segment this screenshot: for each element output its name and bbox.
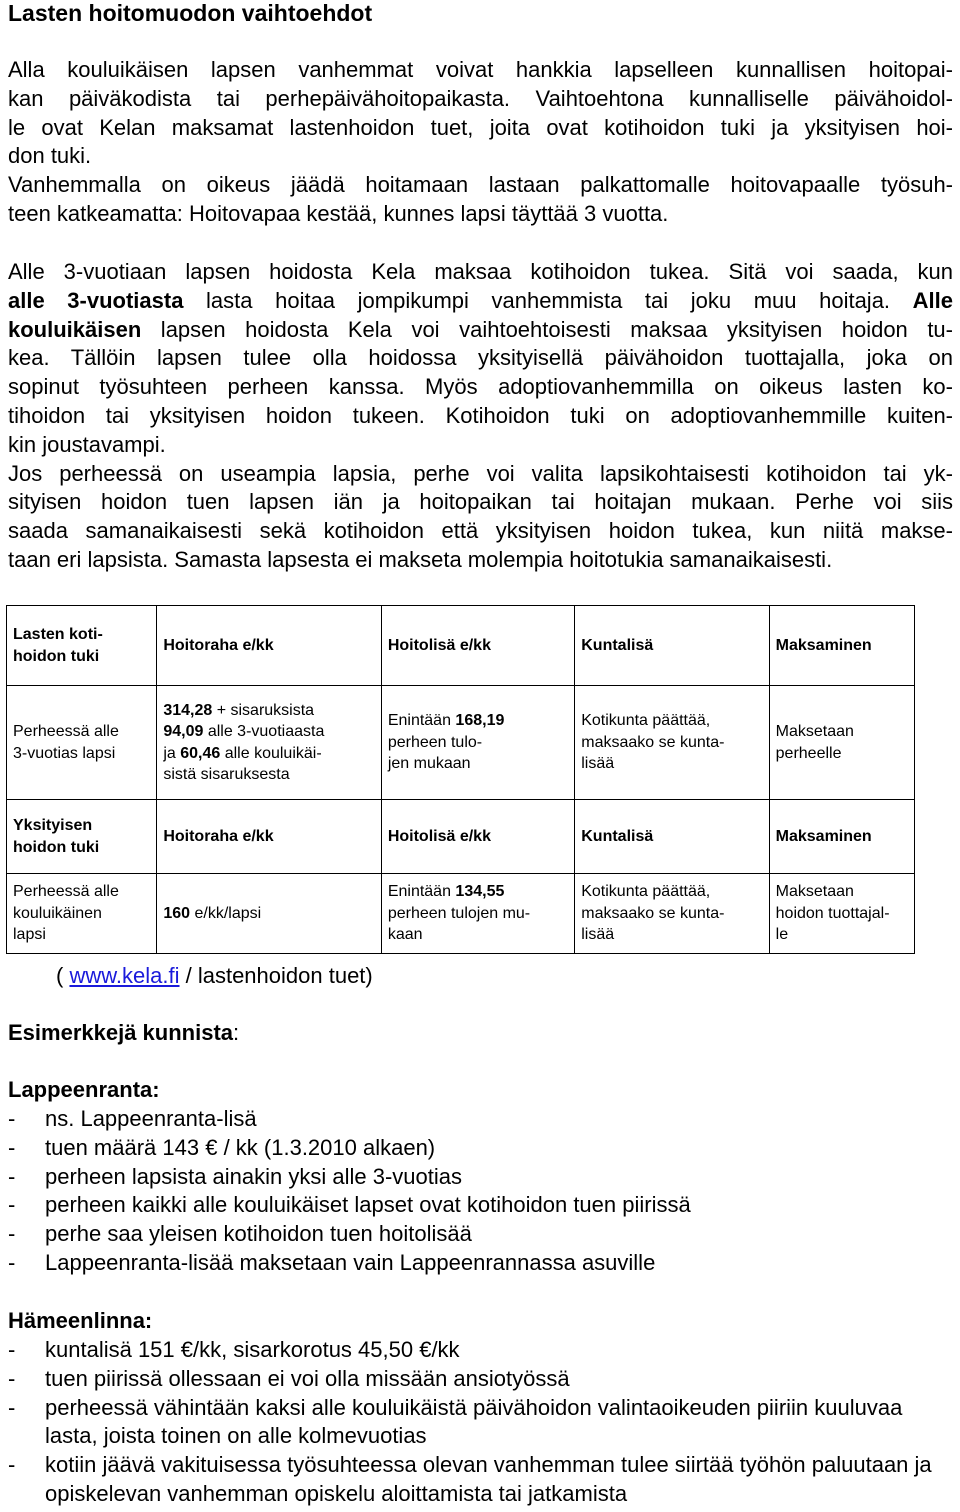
table-cell (575, 686, 769, 800)
table-header-cell: Kuntalisä (575, 606, 769, 686)
home-care-data-row (7, 686, 915, 800)
table-header-cell: Hoitoraha e/kk (157, 800, 381, 874)
list-item (8, 1336, 953, 1365)
cell-line: lisää (581, 755, 615, 773)
cell-line (388, 710, 568, 732)
cell-line: perheen tulojen mu- (387, 904, 531, 922)
body-line: saada samanaikaisesti sekä kotihoidon että yksityisen hoidon tukea, kun niitä makse- (8, 518, 953, 544)
table-header-cell: Maksaminen (769, 606, 914, 686)
cell-bold: 134,55 (455, 883, 505, 901)
list-item-text: perheen lapsista ainakin yksi alle 3-vuotias (45, 1163, 463, 1189)
page-title: Lasten hoitomuodon vaihtoehdot (8, 0, 373, 26)
table-cell (7, 686, 157, 800)
body-line: Jos perheessä on useampia lapsia, perhe voi valita lapsikohtaisesti kotihoidon tai yk- (8, 460, 953, 486)
dash-bullet: - (8, 1394, 16, 1420)
list-item-text: perheessä vähintään kaksi alle kouluikäistä päivähoidon valintaoikeuden piiriin kuuluvaa lasta, joista toinen on alle kolmevuotias (45, 1394, 903, 1449)
body-line: kin joustavampi. (8, 431, 166, 457)
dash-bullet: - (8, 1337, 16, 1362)
support-paragraph (8, 258, 953, 575)
list-item-text: ns. Lappeenranta-lisä (45, 1106, 257, 1131)
intro-paragraph (8, 56, 953, 229)
body-line (8, 287, 953, 316)
cell-line (163, 743, 374, 765)
list-item (8, 1191, 953, 1220)
cell-line: maksaako se kunta- (581, 904, 725, 922)
cell-line: perheelle (775, 744, 842, 762)
list-item-text: Lappeenranta-lisää maksetaan vain Lappeenrannassa asuville (45, 1249, 656, 1275)
cell-line: Lasten koti- (13, 626, 103, 643)
cell-text: alle kouluikäi- (220, 744, 322, 762)
body-line: tihoidon tai yksityisen hoidon tukeen. Kotihoidon tuki on adoptiovanhemmille kuiten- (8, 402, 953, 428)
cell-text: ja (163, 744, 181, 762)
list-item-text: tuen piirissä ollessaan ei voi olla missään ansiotyössä (45, 1365, 570, 1391)
list-item (8, 1451, 953, 1509)
list-item-text: kotiin jäävä vakituisessa työsuhteessa olevan vanhemman tulee siirtää työhön paluutaan ja opiskelevan vanhemman opiskelu aloittamista tai jatkamista (45, 1452, 932, 1506)
cell-line (163, 721, 374, 743)
cell-line (163, 700, 374, 722)
body-text: lasta hoitaa jompikumpi vanhemmista tai joku muu hoitaja. (183, 287, 913, 313)
intro-line: Vanhemmalla on oikeus jäädä hoitamaan lastaan palkattomalle hoitovapaalle työsuh- (8, 172, 953, 198)
cell-bold: 168,19 (455, 712, 505, 730)
list-item-text: perhe saa yleisen kotihoidon tuen hoitolisää (45, 1221, 472, 1247)
cell-line: jen mukaan (387, 755, 471, 773)
intro-line: don tuki. (8, 143, 92, 169)
source-reference (56, 962, 373, 990)
home-care-header-row (7, 606, 915, 686)
cell-line: Perheessä alle (13, 723, 119, 740)
lappeenranta-list (8, 1105, 953, 1278)
cell-text: e/kk/lapsi (190, 904, 262, 922)
list-item (8, 1365, 953, 1394)
cell-line: hoidon tuki (13, 647, 100, 665)
examples-colon: : (233, 1020, 240, 1045)
examples-heading-text: Esimerkkejä kunnista (8, 1020, 234, 1045)
cell-line (388, 881, 568, 903)
table-cell (769, 686, 914, 800)
hameenlinna-title: Hämeenlinna: (8, 1308, 153, 1333)
intro-line: Alla kouluikäisen lapsen vanhemmat voivat hankkia lapselleen kunnallisen hoitopai- (8, 57, 953, 82)
list-item (8, 1249, 953, 1278)
intro-line: le ovat Kelan maksamat lastenhoidon tuet, joita ovat kotihoidon tuki ja yksityisen hoi- (8, 114, 953, 140)
cell-text: Enintään (387, 883, 456, 901)
body-bold: kouluikäisen (8, 316, 142, 342)
table-header-cell: Hoitolisä e/kk (381, 606, 574, 686)
cell-bold: 160 (163, 904, 191, 922)
body-line: kea. Tällöin lapsen tulee olla hoidossa yksityisellä päivähoidon tuottajalla, joka on (8, 345, 953, 371)
list-item-text: tuen määrä 143 € / kk (1.3.2010 alkaen) (45, 1134, 436, 1160)
cell-line: 3-vuotias lapsi (13, 744, 116, 762)
cell-line: maksaako se kunta- (581, 733, 725, 751)
list-item (8, 1163, 953, 1192)
cell-bold: 60,46 (180, 744, 221, 762)
table-header-cell: Hoitoraha e/kk (157, 606, 381, 686)
dash-bullet: - (8, 1163, 16, 1189)
body-line: sityisen hoidon tuen lapsen iän ja hoitopaikan tai hoitajan mukaan. Perhe voi siis (8, 489, 953, 515)
cell-line: Maksetaan (775, 723, 854, 740)
hameenlinna-list (8, 1336, 953, 1509)
cell-line (163, 903, 374, 925)
body-line (8, 316, 953, 345)
dash-bullet: - (8, 1249, 16, 1275)
list-item-text: kuntalisä 151 €/kk, sisarkorotus 45,50 €/kk (45, 1337, 460, 1362)
table-cell (7, 874, 157, 954)
childcare-support-table (6, 605, 915, 954)
dash-bullet: - (8, 1452, 16, 1478)
dash-bullet: - (8, 1134, 16, 1160)
lappeenranta-title: Lappeenranta: (8, 1077, 160, 1102)
list-item (8, 1220, 953, 1249)
body-line: taan eri lapsista. Samasta lapsesta ei makseta molempia hoitotukia samanaikaisesti. (8, 546, 833, 572)
cell-text: alle 3-vuotiaasta (203, 723, 325, 740)
cell-line: Kotikunta päättää, (581, 883, 711, 901)
cell-line: lisää (581, 926, 615, 944)
kela-link[interactable]: www.kela.fi (69, 963, 180, 988)
private-care-data-row (7, 874, 915, 954)
table-cell (157, 874, 381, 954)
intro-line: kan päiväkodista tai perhepäivähoitopaikasta. Vaihtoehtona kunnalliselle päivähoidol- (8, 85, 953, 111)
source-rest: / lastenhoidon tuet) (179, 963, 373, 988)
table-header-cell (7, 606, 157, 686)
table-cell (575, 874, 769, 954)
list-item (8, 1394, 953, 1452)
table-header-cell: Hoitolisä e/kk (381, 800, 574, 874)
cell-bold: 314,28 (163, 701, 213, 719)
body-text: lapsen hoidosta Kela voi vaihtoehtoisesti maksaa yksityisen hoidon tu- (141, 316, 953, 342)
cell-bold: 94,09 (163, 723, 204, 740)
private-care-header-row (7, 800, 915, 874)
cell-line: Yksityisen (13, 817, 93, 834)
cell-line: Perheessä alle (13, 883, 119, 901)
cell-line: kouluikäinen (13, 904, 102, 922)
cell-line: Maksetaan (775, 883, 854, 901)
list-item (8, 1105, 953, 1134)
table-cell (157, 686, 381, 800)
table-cell (381, 686, 574, 800)
dash-bullet: - (8, 1192, 16, 1218)
list-item-text: perheen kaikki alle kouluikäiset lapset ovat kotihoidon tuen piirissä (45, 1192, 691, 1218)
cell-text: Enintään (387, 712, 456, 730)
body-bold: Alle (912, 287, 953, 313)
list-item (8, 1134, 953, 1163)
cell-line: Kotikunta päättää, (581, 712, 711, 730)
cell-line: hoidon tuottajal- (775, 904, 890, 922)
dash-bullet: - (8, 1106, 16, 1131)
table-header-cell: Kuntalisä (575, 800, 769, 874)
table-header-cell: Maksaminen (769, 800, 914, 874)
table-header-cell (7, 800, 157, 874)
body-line: sopinut työsuhteen perheen kanssa. Myös adoptiovanhemmilla on oikeus lasten ko- (8, 374, 953, 400)
table-cell (769, 874, 914, 954)
cell-line: sistä sisaruksesta (163, 766, 290, 783)
cell-text: + sisaruksista (212, 701, 315, 719)
dash-bullet: - (8, 1221, 16, 1247)
examples-heading (8, 1019, 239, 1047)
table-cell (381, 874, 574, 954)
dash-bullet: - (8, 1365, 16, 1391)
cell-line: kaan (387, 926, 423, 944)
cell-line: perheen tulo- (387, 733, 483, 751)
source-open-paren: ( (56, 963, 70, 988)
body-bold: alle 3-vuotiasta (8, 287, 184, 313)
cell-line: hoidon tuki (13, 838, 100, 856)
intro-line: teen katkeamatta: Hoitovapaa kestää, kunnes lapsi täyttää 3 vuotta. (8, 200, 669, 226)
cell-line: lapsi (13, 926, 46, 944)
cell-line: le (775, 926, 789, 944)
body-line: Alle 3-vuotiaan lapsen hoidosta Kela maksaa kotihoidon tukea. Sitä voi saada, kun (8, 259, 953, 284)
